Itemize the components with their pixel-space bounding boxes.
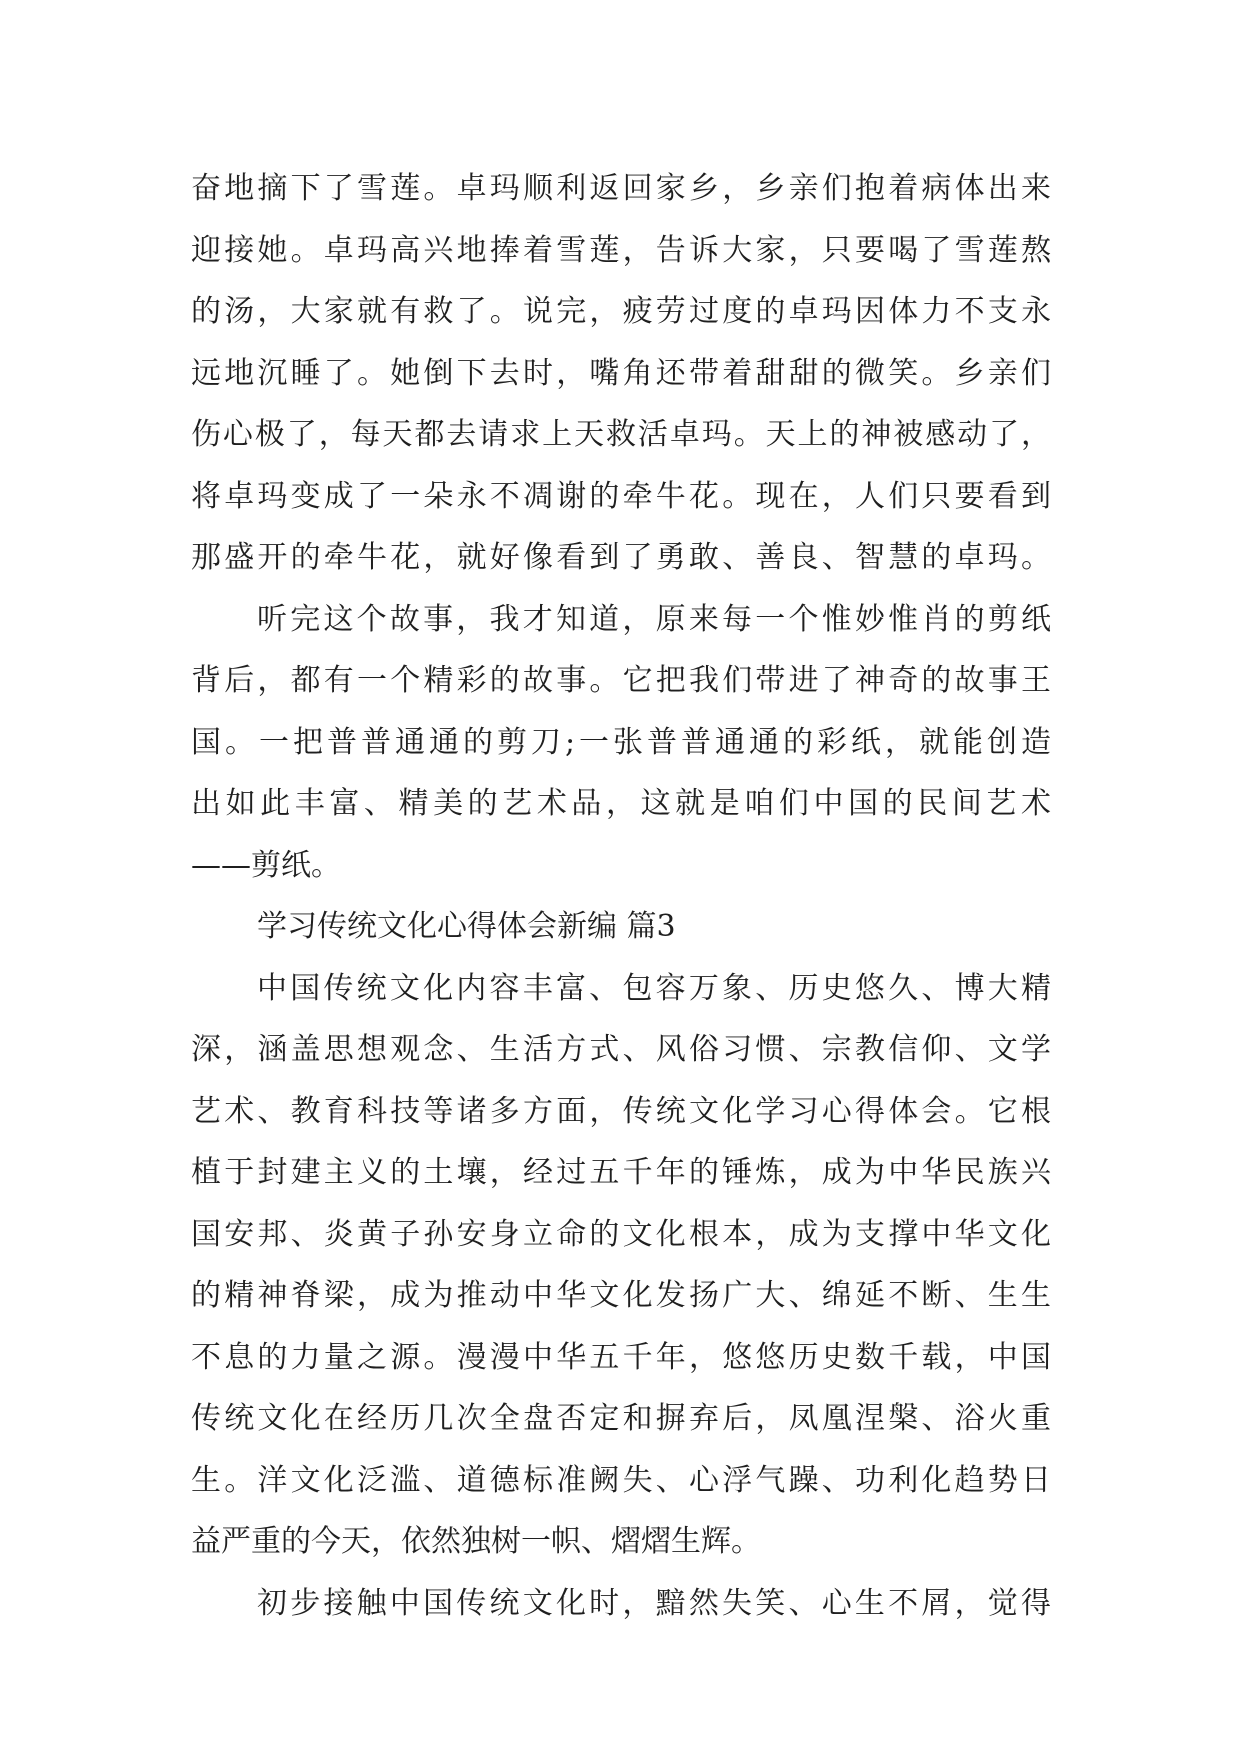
- body-text-line: 那盛开的牵牛花，就好像看到了勇敢、善良、智慧的卓玛。: [191, 540, 1051, 575]
- body-text-line: 不息的力量之源。漫漫中华五千年，悠悠历史数千载，中国: [191, 1339, 1051, 1375]
- body-text-line: 植于封建主义的土壤，经过五千年的锤炼，成为中华民族兴: [191, 1155, 1051, 1190]
- body-text-line: 国。一把普普通通的剪刀;一张普普通通的彩纸，就能创造: [191, 724, 1051, 760]
- body-text-line: 伤心极了，每天都去请求上天救活卓玛。天上的神被感动了，: [191, 417, 1051, 452]
- body-text-line: 中国传统文化内容丰富、包容万象、历史悠久、博大精: [257, 970, 1051, 1006]
- document-body: [191, 158, 1051, 1634]
- body-text-line: 听完这个故事，我才知道，原来每一个惟妙惟肖的剪纸: [257, 601, 1051, 637]
- body-text-line: 深，涵盖思想观念、生活方式、风俗习惯、宗教信仰、文学: [191, 1032, 1051, 1067]
- body-text-line: 的汤，大家就有救了。说完，疲劳过度的卓玛因体力不支永: [191, 294, 1051, 329]
- body-text-line: 益严重的今天，依然独树一帜、熠熠生辉。: [191, 1524, 761, 1559]
- body-text-line: 的精神脊梁，成为推动中华文化发扬广大、绵延不断、生生: [191, 1278, 1051, 1313]
- body-text-line: 背后，都有一个精彩的故事。它把我们带进了神奇的故事王: [191, 663, 1051, 698]
- body-text-line: 传统文化在经历几次全盘否定和摒弃后，凤凰涅槃、浴火重: [191, 1401, 1051, 1436]
- body-text-line: ——剪纸。: [191, 847, 341, 883]
- body-text-line: 奋地摘下了雪莲。卓玛顺利返回家乡，乡亲们抱着病体出来: [191, 171, 1051, 206]
- body-text-line: 将卓玛变成了一朵永不凋谢的牵牛花。现在，人们只要看到: [191, 478, 1051, 514]
- body-text-line: 国安邦、炎黄子孙安身立命的文化根本，成为支撑中华文化: [191, 1216, 1051, 1252]
- section-heading: 学习传统文化心得体会新编 篇3: [257, 909, 676, 944]
- body-text-line: 生。洋文化泛滥、道德标准阙失、心浮气躁、功利化趋势日: [191, 1462, 1051, 1498]
- body-text-line: 迎接她。卓玛高兴地捧着雪莲，告诉大家，只要喝了雪莲熬: [191, 232, 1051, 268]
- body-text-line: 出如此丰富、精美的艺术品，这就是咱们中国的民间艺术: [191, 786, 1051, 821]
- body-text-line: 远地沉睡了。她倒下去时，嘴角还带着甜甜的微笑。乡亲们: [191, 355, 1051, 391]
- body-text-line: 初步接触中国传统文化时，黯然失笑、心生不屑，觉得: [257, 1585, 1051, 1621]
- body-text-line: 艺术、教育科技等诸多方面，传统文化学习心得体会。它根: [191, 1093, 1051, 1129]
